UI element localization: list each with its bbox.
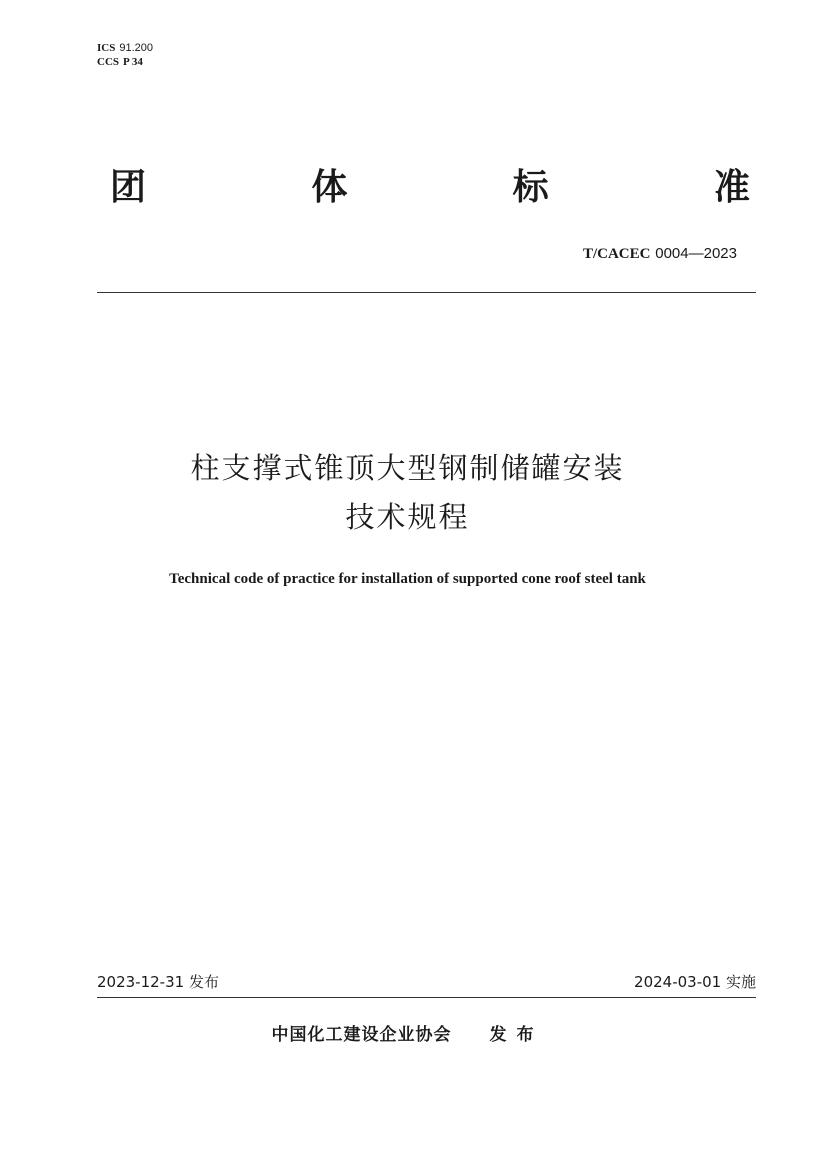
top-divider bbox=[97, 292, 756, 293]
implement-date: 2024-03-01 实施 bbox=[634, 973, 756, 991]
ccs-code bbox=[97, 55, 153, 69]
standard-number-value: 0004—2023 bbox=[655, 245, 737, 262]
standard-type-char-3: 标 bbox=[512, 167, 549, 208]
standard-type-char-1: 团 bbox=[110, 167, 147, 208]
classification-codes bbox=[97, 41, 153, 69]
publish-date: 2023-12-31 发布 bbox=[97, 973, 219, 991]
title-cn-line-1: 柱支撑式锥顶大型钢制储罐安装 bbox=[190, 451, 625, 485]
standard-type-char-4: 准 bbox=[713, 167, 750, 208]
title-cn-line-2: 技术规程 bbox=[345, 500, 470, 534]
standard-type-heading bbox=[110, 166, 750, 210]
ccs-label: CCS bbox=[97, 56, 120, 68]
standard-number-prefix: T/CACEC bbox=[582, 246, 651, 262]
ics-code bbox=[97, 41, 153, 55]
standard-number bbox=[583, 244, 737, 263]
ics-label: ICS bbox=[97, 42, 116, 54]
publisher-action: 发布 bbox=[489, 1025, 544, 1045]
bottom-divider bbox=[97, 997, 756, 998]
publisher-line bbox=[0, 1024, 815, 1046]
standard-type-char-2: 体 bbox=[311, 167, 348, 208]
title-en: Technical code of practice for installation of supported cone roof steel tank bbox=[169, 571, 646, 587]
ics-value: 91.200 bbox=[119, 42, 153, 54]
publisher-name: 中国化工建设企业协会 bbox=[271, 1025, 452, 1045]
ccs-value: P 34 bbox=[123, 56, 143, 68]
